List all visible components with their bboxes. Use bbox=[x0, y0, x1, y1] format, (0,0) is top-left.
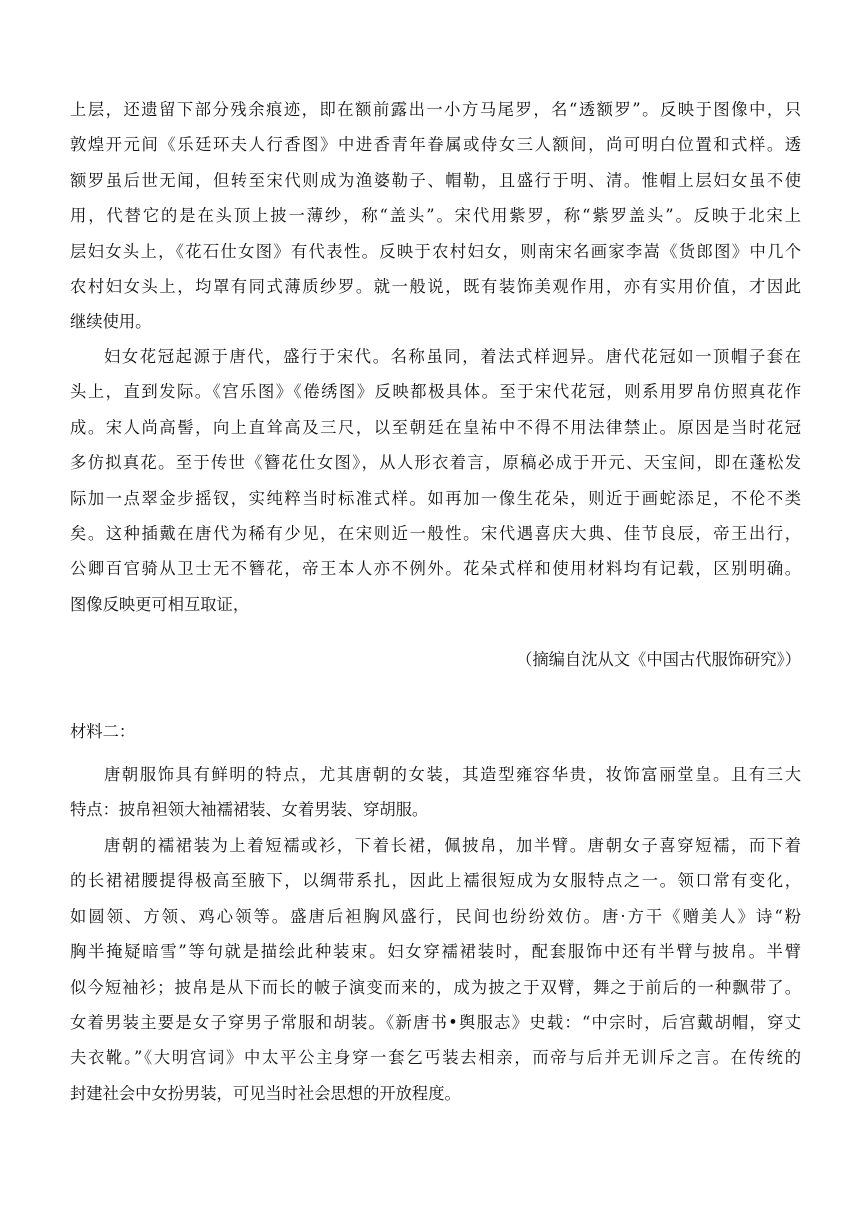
paragraph-2 bbox=[70, 339, 801, 622]
text-line: 层妇女头上，《花石仕女图》有代表性。反映于农村妇女，则南宋名画家李嵩《货郎图》中几个 bbox=[70, 241, 801, 261]
text-line: 头上，直到发际。《宫乐图》《倦绣图》反映都极具体。至于宋代花冠，则系用罗帛仿照真花作 bbox=[70, 382, 801, 402]
text-line: 用，代替它的是在头顶上披一薄纱，称“盖头”。宋代用紫罗，称“紫罗盖头”。反映于北宋上 bbox=[70, 206, 801, 226]
paragraph-3 bbox=[70, 757, 801, 828]
section-heading: 材料二： bbox=[70, 723, 136, 741]
text-line: 唐朝的襦裙装为上着短襦或衫，下着长裙，佩披帛，加半臂。唐朝女子喜穿短襦，而下着 bbox=[104, 836, 801, 855]
text-line: 唐朝服饰具有鲜明的特点，尤其唐朝的女装，其造型雍容华贵，妆饰富丽堂皇。且有三大 bbox=[104, 765, 801, 784]
text-line: 矣。这种插戴在唐代为稀有少见，在宋则近一般性。宋代遇喜庆大典、佳节良辰，帝王出行， bbox=[70, 523, 801, 543]
text-line: 上层，还遗留下部分残余痕迹，即在额前露出一小方马尾罗，名“透额罗”。反映于图像中，只 bbox=[70, 100, 801, 119]
text-line: 农村妇女头上，均罩有同式薄质纱罗。就一般说，既有装饰美观作用，亦有实用价值，才因此 bbox=[70, 276, 801, 296]
text-line: 如圆领、方领、鸡心领等。盛唐后袒胸风盛行，民间也纷纷效仿。唐·方干《赠美人》诗“粉 bbox=[70, 906, 801, 926]
text-line: 公卿百官骑从卫士无不簪花，帝王本人亦不例外。花朵式样和使用材料均有记载，区别明确。 bbox=[70, 559, 801, 579]
text-line: 成。宋人尚高髻，向上直耸高及三尺，以至朝廷在皇祐中不得不用法律禁止。原因是当时花冠 bbox=[70, 417, 801, 437]
paragraph-4 bbox=[70, 828, 801, 1111]
text-line: 封建社会中女扮男装，可见当时社会思想的开放程度。 bbox=[70, 1083, 461, 1103]
text-line: 夫衣靴。”《大明宫词》中太平公主身穿一套乞丐装去相亲，而帝与后并无训斥之言。在传统的 bbox=[70, 1048, 801, 1068]
text-line: 际加一点翠金步摇钗，实纯粹当时标准式样。如再加一像生花朵，则近于画蛇添足，不伦不类 bbox=[70, 488, 801, 508]
text-line: 似今短袖衫；披帛是从下而长的帔子演变而来的，成为披之于双臂，舞之于前后的一种飘带了。 bbox=[70, 977, 801, 997]
text-line: 特点：披帛袒领大袖襦裙装、女着男装、穿胡服。 bbox=[70, 800, 429, 820]
text-line: 妇女花冠起源于唐代，盛行于宋代。名称虽同，着法式样迥异。唐代花冠如一顶帽子套在 bbox=[104, 347, 801, 366]
text-line: 额罗虽后世无闻，但转至宋代则成为渔婆勒子、帽勒，且盛行于明、清。惟帽上层妇女虽不使 bbox=[70, 170, 801, 190]
paragraph-1 bbox=[70, 92, 801, 340]
source-citation: （摘编自沈从文《中国古代服饰研究》） bbox=[516, 650, 801, 669]
text-line: 女着男装主要是女子穿男子常服和胡装。《新唐书•舆服志》史载：“中宗时，后宫戴胡帽，穿丈 bbox=[70, 1012, 801, 1032]
text-line: 的长裙裙腰提得极高至腋下，以绸带系扎，因此上襦很短成为女服特点之一。领口常有变化， bbox=[70, 871, 801, 891]
text-line: 多仿拟真花。至于传世《簪花仕女图》，从人形衣着言，原稿必成于开元、天宝间，即在蓬松发 bbox=[70, 453, 801, 473]
text-line: 继续使用。 bbox=[70, 312, 152, 332]
text-line: 胸半掩疑暗雪”等句就是描绘此种装束。妇女穿襦裙装时，配套服饰中还有半臂与披帛。半臂 bbox=[70, 942, 801, 962]
text-line: 图像反映更可相互取证， bbox=[70, 594, 250, 614]
text-line: 敦煌开元间《乐廷环夫人行香图》中进香青年眷属或侍女三人额间，尚可明白位置和式样。透 bbox=[70, 135, 801, 155]
